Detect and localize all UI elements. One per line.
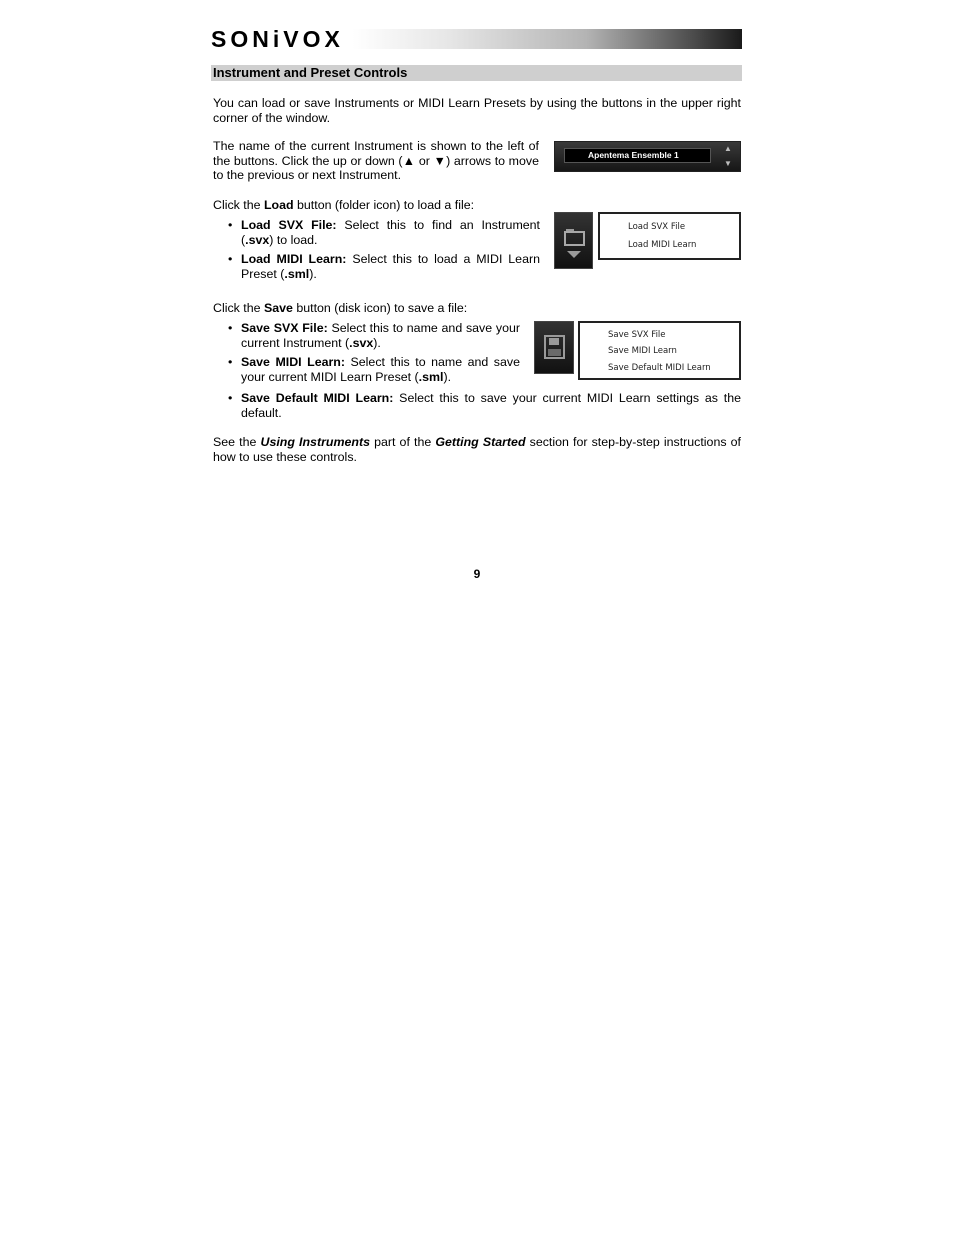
up-arrow-icon: ▲ [724,144,732,153]
header-gradient-bar [352,29,742,49]
list-item: • Save SVX File: Select this to name and save your current Instrument (.svx). [213,321,520,350]
menu-item-save-svx: Save SVX File [608,330,666,340]
instrument-name-display: Apentema Ensemble 1 [564,148,711,163]
list-item: • Save Default MIDI Learn: Select this to save your current MIDI Learn settings as the default. [213,391,741,420]
save-menu [578,321,741,380]
menu-item-save-default-midi-learn: Save Default MIDI Learn [608,363,711,373]
menu-item-save-midi-learn: Save MIDI Learn [608,346,677,356]
ref-using-instruments: Using Instruments [260,435,370,449]
menu-item-load-svx: Load SVX File [628,222,686,232]
folder-icon [555,213,592,268]
save-intro: Click the Save button (disk icon) to save a file: [213,301,468,315]
load-options-list [213,218,540,286]
page-number: 9 [473,567,481,581]
load-menu [598,212,741,260]
instrument-paragraph: The name of the current Instrument is shown to the left of the buttons. Click the up or down (▲ or ▼) arrows to move to the previous or next Instrument. [213,139,539,183]
chevron-down-icon [567,251,581,258]
menu-item-load-midi-learn: Load MIDI Learn [628,240,697,250]
intro-paragraph: You can load or save Instruments or MIDI Learn Presets by using the buttons in the upper right corner of the window. [213,96,741,125]
save-button [534,321,574,374]
sonivox-logo: SONiVOX [211,26,344,52]
see-also-paragraph: See the Using Instruments part of the Getting Started section for step-by-step instructions of how to use these controls. [213,435,741,464]
save-default-list [213,391,741,425]
disk-icon [535,322,573,373]
section-title: Instrument and Preset Controls [211,65,742,81]
load-intro: Click the Load button (folder icon) to load a file: [213,198,475,212]
list-item: • Load MIDI Learn: Select this to load a MIDI Learn Preset (.sml). [213,252,540,281]
save-options-list [213,321,520,389]
load-button [554,212,593,269]
down-arrow-icon: ▼ [724,159,732,168]
ref-getting-started: Getting Started [435,435,526,449]
list-item: • Save MIDI Learn: Select this to name and save your current MIDI Learn Preset (.sml). [213,355,520,384]
list-item: • Load SVX File: Select this to find an Instrument (.svx) to load. [213,218,540,247]
